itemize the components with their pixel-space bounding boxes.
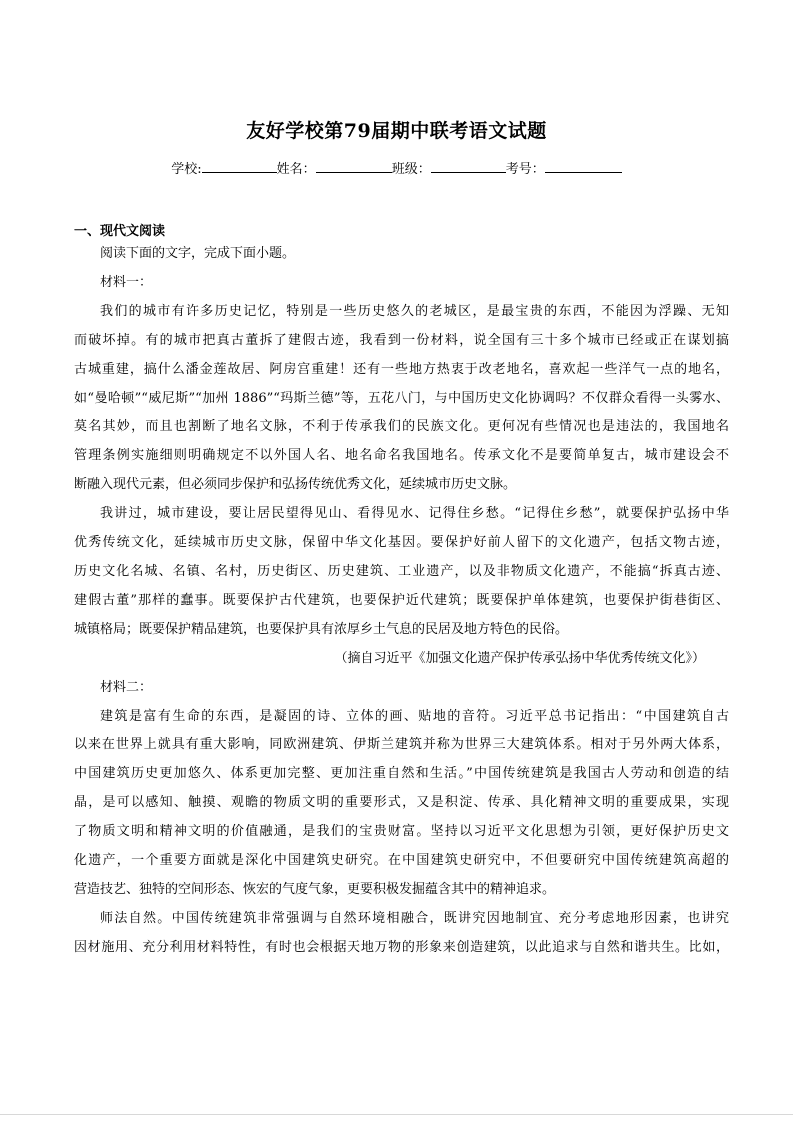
paragraph-line: 而破坏掉。有的城市把真古董拆了建假古迹，我看到一份材料，说全国有三十多个城市已经或正在谋划搞 bbox=[74, 332, 729, 348]
paragraph-line: 建筑是富有生命的东西，是凝固的诗、立体的画、贴地的音符。习近平总书记指出：“中国建筑自古 bbox=[100, 708, 729, 724]
school-label: 学校: bbox=[171, 162, 202, 177]
paragraph-line: 优秀传统文化，延续城市历史文脉，保留中华文化基因。要保护好前人留下的文化遗产，包括文物古迹， bbox=[74, 535, 729, 551]
name-blank[interactable] bbox=[316, 160, 392, 173]
school-blank[interactable] bbox=[202, 160, 277, 173]
material1-paragraph-1 bbox=[74, 298, 729, 500]
paragraph-line: 建假古董”那样的蠢事。既要保护古代建筑，也要保护近代建筑；既要保护单体建筑，也要保护街巷街区、 bbox=[74, 592, 729, 608]
page-bottom-divider bbox=[0, 1114, 793, 1115]
paragraph-line: 以来在世界上就具有重大影响，同欧洲建筑、伊斯兰建筑并称为世界三大建筑体系。相对于另外两大体系， bbox=[74, 737, 729, 753]
paragraph-line: 师法自然。中国传统建筑非常强调与自然环境相融合，既讲究因地制宜、充分考虑地形因素，也讲究 bbox=[100, 910, 729, 926]
paragraph-line: 营造技艺、独特的空间形态、恢宏的气度气象，更要积极发掘蕴含其中的精神追求。 bbox=[74, 881, 556, 897]
paragraph-line: 晶，是可以感知、触摸、观瞻的物质文明的重要形式，又是积淀、传承、具化精神文明的重要成果，实现 bbox=[74, 795, 729, 811]
paragraph-line: 化遗产，一个重要方面就是深化中国建筑史研究。在中国建筑史研究中，不但要研究中国传统建筑高超的 bbox=[74, 853, 729, 869]
exam-no-blank[interactable] bbox=[545, 160, 622, 173]
reading-content bbox=[74, 240, 729, 963]
paragraph-line: 中国建筑历史更加悠久、体系更加完整、更加注重自然和生活。”中国传统建筑是我国古人劳动和创造的结 bbox=[74, 766, 729, 782]
paragraph-line: 断融入现代元素，但必须同步保护和弘扬传统优秀文化，延续城市历史文脉。 bbox=[74, 477, 517, 493]
name-label: 姓名： bbox=[276, 162, 316, 177]
paragraph-line: 如“曼哈顿”“威尼斯”“加州 1886”“玛斯兰德”等，五花八门，与中国历史文化协调吗？不仅群众看得一头雾水、 bbox=[74, 390, 729, 406]
paragraph-line: 我们的城市有许多历史记忆，特别是一些历史悠久的老城区，是最宝贵的东西，不能因为浮躁、无知 bbox=[100, 303, 729, 319]
paragraph-line: 了物质文明和精神文明的价值融通，是我们的宝贵财富。坚持以习近平文化思想为引领，更好保护历史文 bbox=[74, 824, 729, 840]
material2-paragraph-1 bbox=[74, 703, 729, 905]
paragraph-line: 莫名其妙，而且也割断了地名文脉，不利于传承我们的民族文化。更何况有些情况也是违法的，我国地名 bbox=[74, 419, 729, 435]
paragraph-line: 古城重建，搞什么潘金莲故居、阿房宫重建！还有一些地方热衷于改老地名，喜欢起一些洋气一点的地名， bbox=[74, 361, 729, 377]
material2-label: 材料二： bbox=[100, 679, 153, 695]
class-blank[interactable] bbox=[431, 160, 506, 173]
paragraph-line: 历史文化名城、名镇、名村，历史街区、历史建筑、工业遗产，以及非物质文化遗产，不能搞“拆真古迹、 bbox=[74, 563, 729, 579]
paragraph-line: 管理条例实施细则明确规定不以外国人名、地名命名我国地名。传承文化不是要简单复古，城市建设会不 bbox=[74, 448, 729, 464]
paragraph-line: 城镇格局；既要保护精品建筑，也要保护具有浓厚乡土气息的民居及地方特色的民俗。 bbox=[74, 621, 569, 637]
student-info-line bbox=[0, 158, 793, 177]
material1-source: （摘自习近平《加强文化遗产保护传承弘扬中华优秀传统文化》） bbox=[334, 650, 705, 666]
material2-paragraph-2 bbox=[74, 905, 729, 963]
page-title: 友好学校第79届期中联考语文试题 bbox=[246, 120, 547, 142]
instruction-text: 阅读下面的文字，完成下面小题。 bbox=[100, 246, 296, 261]
material1-label: 材料一： bbox=[100, 274, 153, 290]
material1-paragraph-2 bbox=[74, 500, 729, 645]
exam-no-label: 考号： bbox=[505, 162, 545, 177]
section-heading: 一、现代文阅读 bbox=[74, 224, 166, 239]
paragraph-line: 我讲过，城市建设，要让居民望得见山、看得见水、记得住乡愁。“记得住乡愁”，就要保护弘扬中华 bbox=[100, 506, 729, 522]
class-label: 班级： bbox=[391, 162, 431, 177]
paragraph-line: 因材施用、充分利用材料特性，有时也会根据天地万物的形象来创造建筑，以此追求与自然和谐共生。比如， bbox=[74, 939, 729, 955]
